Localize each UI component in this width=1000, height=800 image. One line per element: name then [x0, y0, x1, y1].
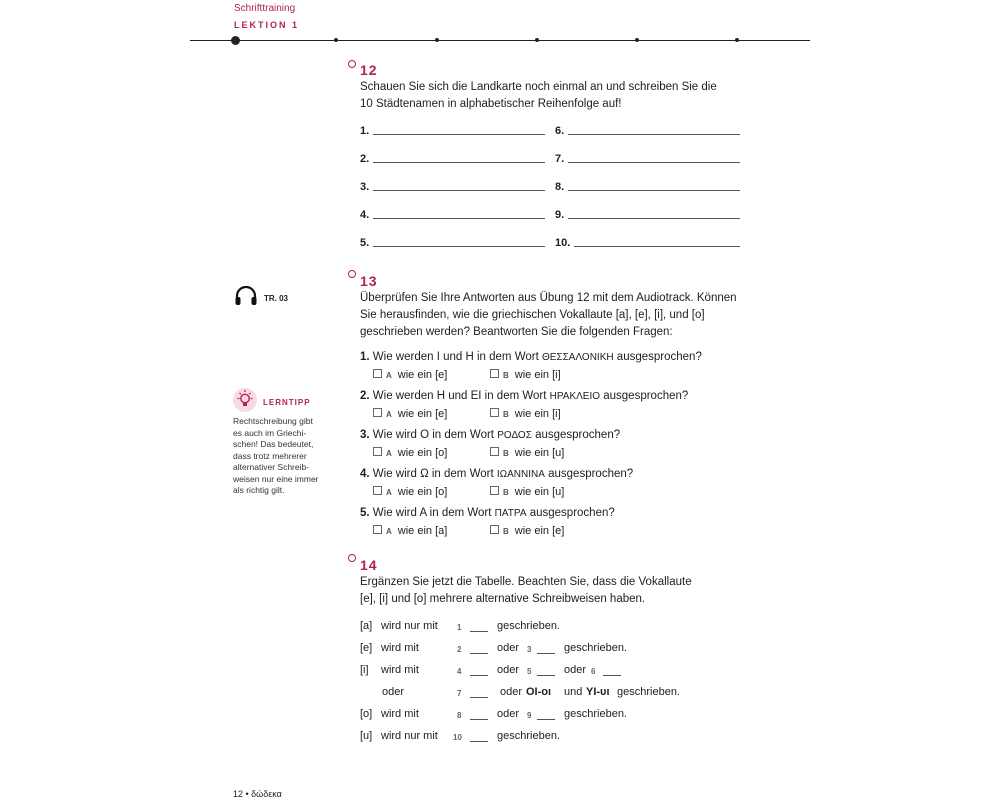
lesson-label: LEKTION 1	[234, 20, 300, 30]
question-3: 3. Wie wird O in dem Wort ΡΟΔΟΣ ausgesprochen?	[360, 429, 621, 441]
row2-end: geschrieben.	[564, 642, 627, 654]
row4-end: geschrieben.	[617, 686, 680, 698]
question-1: 1. Wie werden I und H in dem Wort ΘΕΣΣΑΛΟΝΙΚΗ ausgesprochen?	[360, 351, 702, 363]
blank-number-6: 6	[591, 667, 596, 676]
checkbox-icon[interactable]	[490, 369, 499, 378]
checkbox-icon[interactable]	[373, 525, 382, 534]
exercise-12-instruction: Schauen Sie sich die Landkarte noch einmal an und schreiben Sie die 10 Städtenamen in alphabetischer Reihenfolge auf!	[360, 81, 717, 110]
answer-label-1: 1.	[360, 125, 370, 137]
question-1-option-a[interactable]: A wie ein [e]	[373, 369, 447, 381]
row4-text: oder	[382, 686, 405, 698]
sound-e: [e]	[360, 642, 373, 654]
question-4-option-a[interactable]: A wie ein [o]	[373, 486, 447, 498]
answer-line-6[interactable]	[568, 134, 740, 135]
fill-blank-2[interactable]	[470, 653, 488, 654]
checkbox-icon[interactable]	[373, 408, 382, 417]
blank-number-9: 9	[527, 711, 532, 720]
blank-number-4: 4	[457, 667, 462, 676]
question-1-option-b[interactable]: B wie ein [i]	[490, 369, 561, 381]
answer-line-10[interactable]	[574, 246, 740, 247]
row6-text: wird nur mit	[381, 730, 438, 742]
question-5: 5. Wie wird A in dem Wort ΠΑΤΡΑ ausgesprochen?	[360, 507, 615, 519]
headphones-icon	[234, 286, 258, 306]
row5-oder: oder	[497, 708, 520, 720]
timeline-rule	[190, 40, 810, 41]
answer-line-4[interactable]	[373, 218, 545, 219]
row3-text: wird mit	[381, 664, 419, 676]
page-number: 12 • δώδεκα	[233, 789, 282, 799]
row3-oder2: oder	[564, 664, 587, 676]
fill-blank-5[interactable]	[537, 675, 555, 676]
fill-blank-7[interactable]	[470, 697, 488, 698]
exercise-14-instruction: Ergänzen Sie jetzt die Tabelle. Beachten Sie, dass die Vokallaute [e], [i] und [o] mehrere alternative Schreibweisen haben.	[360, 576, 692, 605]
checkbox-icon[interactable]	[490, 486, 499, 495]
answer-label-9: 9.	[555, 209, 565, 221]
tip-text: Rechtschreibung gibt es auch im Griechi- schen! Das bedeutet, dass trotz mehrerer alternativer Schreib- weisen nur eine immer als richtig gilt.	[233, 416, 319, 495]
answer-label-6: 6.	[555, 125, 565, 137]
fill-blank-8[interactable]	[470, 719, 488, 720]
row4-oder: oder	[500, 686, 523, 698]
timeline-dot	[535, 38, 539, 42]
row2-text: wird mit	[381, 642, 419, 654]
row3-oder1: oder	[497, 664, 520, 676]
checkbox-icon[interactable]	[490, 408, 499, 417]
question-4: 4. Wie wird Ω in dem Wort ΙΩΑΝΝΙΝΑ ausgesprochen?	[360, 468, 634, 480]
row2-oder: oder	[497, 642, 520, 654]
row1-end: geschrieben.	[497, 620, 560, 632]
exercise-marker-icon	[348, 270, 356, 278]
section-title: Schrifttraining	[234, 3, 296, 14]
checkbox-icon[interactable]	[490, 525, 499, 534]
answer-label-5: 5.	[360, 237, 370, 249]
greek-oi: ΟΙ-οι	[526, 686, 552, 698]
exercise-14-number: 14	[360, 557, 378, 573]
checkbox-icon[interactable]	[490, 447, 499, 456]
question-5-option-a[interactable]: A wie ein [a]	[373, 525, 447, 537]
fill-blank-6[interactable]	[603, 675, 621, 676]
greek-yi: ΥΙ-υι	[586, 686, 610, 698]
question-4-option-b[interactable]: B wie ein [u]	[490, 486, 564, 498]
answer-line-1[interactable]	[373, 134, 545, 135]
sound-i: [i]	[360, 664, 369, 676]
audio-track-label: TR. 03	[264, 294, 289, 303]
blank-number-3: 3	[527, 645, 532, 654]
answer-label-8: 8.	[555, 181, 565, 193]
exercise-12-number: 12	[360, 62, 378, 78]
checkbox-icon[interactable]	[373, 486, 382, 495]
answer-line-8[interactable]	[568, 190, 740, 191]
blank-number-7: 7	[457, 689, 462, 698]
blank-number-8: 8	[457, 711, 462, 720]
answer-line-3[interactable]	[373, 190, 545, 191]
blank-number-2: 2	[457, 645, 462, 654]
blank-number-1: 1	[457, 623, 462, 632]
timeline-dot	[435, 38, 439, 42]
row4-und: und	[564, 686, 583, 698]
question-2-option-a[interactable]: A wie ein [e]	[373, 408, 447, 420]
exercise-marker-icon	[348, 60, 356, 68]
row5-end: geschrieben.	[564, 708, 627, 720]
fill-blank-10[interactable]	[470, 741, 488, 742]
checkbox-icon[interactable]	[373, 447, 382, 456]
tip-label: LERNTIPP	[263, 398, 311, 407]
blank-number-10: 10	[453, 733, 462, 742]
fill-blank-4[interactable]	[470, 675, 488, 676]
fill-blank-3[interactable]	[537, 653, 555, 654]
question-3-option-b[interactable]: B wie ein [u]	[490, 447, 564, 459]
answer-line-9[interactable]	[568, 218, 740, 219]
timeline-dot-active	[231, 36, 240, 45]
answer-label-10: 10.	[555, 237, 571, 249]
row1-text: wird nur mit	[381, 620, 438, 632]
fill-blank-9[interactable]	[537, 719, 555, 720]
timeline-dot	[635, 38, 639, 42]
exercise-13-number: 13	[360, 273, 378, 289]
timeline-dot	[735, 38, 739, 42]
answer-line-2[interactable]	[373, 162, 545, 163]
answer-label-2: 2.	[360, 153, 370, 165]
question-2: 2. Wie werden H und EI in dem Wort ΗΡΑΚΛΕΙΟ ausgesprochen?	[360, 390, 689, 402]
row6-end: geschrieben.	[497, 730, 560, 742]
row5-text: wird mit	[381, 708, 419, 720]
answer-line-5[interactable]	[373, 246, 545, 247]
answer-label-7: 7.	[555, 153, 565, 165]
answer-label-4: 4.	[360, 209, 370, 221]
sound-u: [u]	[360, 730, 373, 742]
sound-a: [a]	[360, 620, 373, 632]
blank-number-5: 5	[527, 667, 532, 676]
question-2-option-b[interactable]: B wie ein [i]	[490, 408, 561, 420]
checkbox-icon[interactable]	[373, 369, 382, 378]
exercise-13-instruction: Überprüfen Sie Ihre Antworten aus Übung 12 mit dem Audiotrack. Können Sie herausfinden, wie die griechischen Vokallaute [a], [e], [i], und [o] geschrieben werden? Beantworten Sie die folgenden Fragen:	[360, 292, 737, 338]
lightbulb-icon	[233, 388, 257, 412]
exercise-marker-icon	[348, 554, 356, 562]
fill-blank-1[interactable]	[470, 631, 488, 632]
sound-o: [o]	[360, 708, 373, 720]
answer-line-7[interactable]	[568, 162, 740, 163]
answer-label-3: 3.	[360, 181, 370, 193]
question-3-option-a[interactable]: A wie ein [o]	[373, 447, 447, 459]
timeline-dot	[334, 38, 338, 42]
question-5-option-b[interactable]: B wie ein [e]	[490, 525, 564, 537]
